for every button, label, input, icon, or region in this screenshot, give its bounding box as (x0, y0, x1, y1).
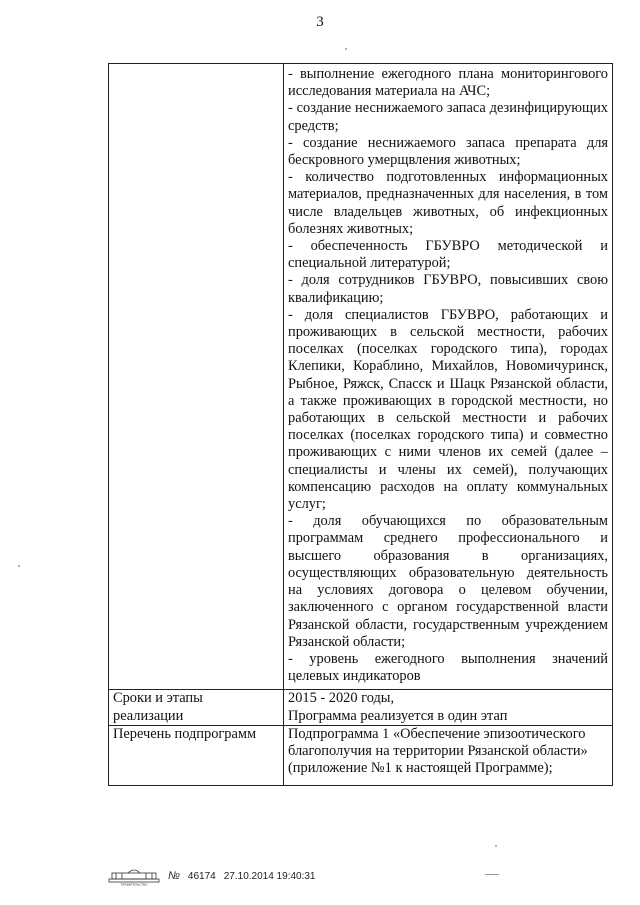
indicator-item: - уровень ежегодного выполнения значений целевых индикаторов (288, 650, 608, 685)
terms-label-line1: Сроки и этапы (113, 690, 203, 707)
page-number: 3 (316, 14, 324, 30)
subprograms-value-cell: Подпрограмма 1 «Обеспечение эпизоотического благополучия на территории Рязанской области» (приложение №1 к настоящей Программе); (284, 725, 613, 786)
terms-label-line2: реализации (113, 707, 184, 724)
indicator-item: - доля сотрудников ГБУВРО, повысивших свою квалификацию; (288, 272, 608, 306)
svg-text:ПРАВИТЕЛЬСТВО: ПРАВИТЕЛЬСТВО (120, 882, 148, 886)
subprograms-row (109, 725, 613, 786)
scan-speck (485, 874, 499, 875)
indicator-item: - доля обучающихся по образовательным программам среднего профессионального и высшего образования в организациях, осуществляющих образовательную деятельность на условиях договора о целевом обучении, заключенного с органом государственной власти Рязанской области, государственным учреждением Рязанской области; (288, 513, 608, 650)
scan-speck (18, 565, 20, 567)
indicator-item: - выполнение ежегодного плана мониторингового исследования материала на АЧС; (288, 66, 608, 100)
indicator-item: - доля специалистов ГБУВРО, работающих и проживающих в сельской местности, рабочих поселках (поселках городского типа), городах Клепики, Кораблино, Михайлов, Новомичуринск, Рыбное, Ряжск, Спасск и Шацк Рязанской области, а также проживающих в городской местности, но работающих в сельской местности и рабочих поселках (поселках городского типа) и совместно проживающих с ними членов их семей (далее – специалисты и члены их семей), получающих компенсацию расходов на оплату коммунальных услуг; (288, 306, 608, 513)
document-number-mark: № (168, 870, 180, 882)
scan-speck (495, 845, 497, 847)
terms-label-cell (109, 690, 284, 725)
scan-speck (345, 48, 347, 50)
indicator-item: - создание неснижаемого запаса дезинфицирующих средств; (288, 100, 608, 134)
indicators-row (109, 64, 613, 690)
indicators-list-cell (284, 64, 613, 690)
indicators-label-cell (109, 64, 284, 690)
document-datetime: 27.10.2014 19:40:31 (223, 870, 316, 882)
subprograms-label-cell: Перечень подпрограмм (109, 725, 284, 786)
terms-value-line2: Программа реализуется в один этап (288, 707, 508, 724)
program-passport-table (108, 63, 613, 786)
indicator-item: - количество подготовленных информационных материалов, предназначенных для населения, в том числе владельцев животных, об инфекционных болезнях животных; (288, 169, 608, 237)
terms-value-cell (284, 690, 613, 725)
document-footer (108, 866, 316, 886)
indicator-item: - создание неснижаемого запаса препарата для бескровного умерщвления животных; (288, 134, 608, 169)
document-number: 46174 (187, 870, 216, 882)
indicator-item: - обеспеченность ГБУВРО методической и специальной литературой; (288, 238, 608, 272)
government-building-logo-icon (108, 866, 160, 886)
terms-value-line1: 2015 - 2020 годы, (288, 690, 395, 707)
terms-row (109, 690, 613, 725)
